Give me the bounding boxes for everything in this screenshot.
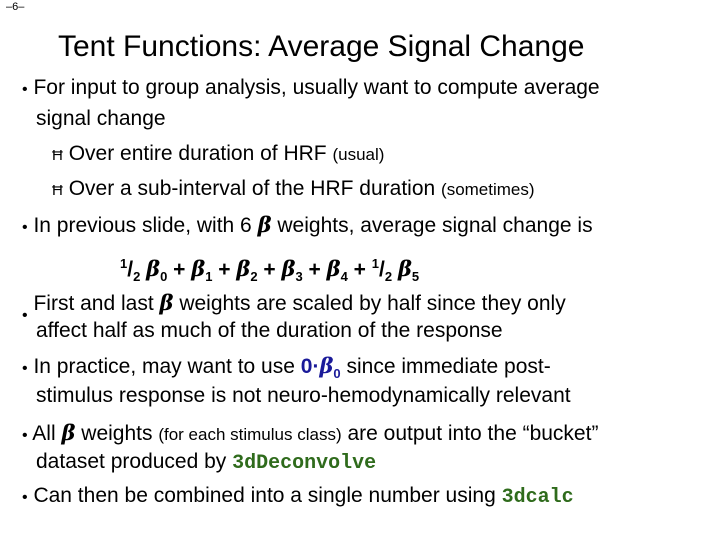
sub-bullet-text: Over entire duration of HRF — [68, 142, 327, 165]
bullet-4-line-2: stimulus response is not neuro-hemodynamically relevant — [36, 384, 571, 407]
frac-slash: / — [127, 258, 134, 281]
frac-num: 1 — [120, 256, 128, 271]
average-formula — [120, 256, 419, 284]
bullet-2 — [22, 212, 593, 238]
bullet-text: weights, average signal change is — [277, 214, 593, 237]
bullet-text: First and last — [33, 292, 154, 315]
bullet-6 — [22, 484, 574, 509]
beta-index: 0 — [333, 366, 341, 382]
sub-bullet-1 — [52, 142, 384, 166]
beta-symbol: β — [236, 256, 251, 281]
beta-symbol: β — [159, 290, 174, 315]
bullet-text: since immediate post- — [346, 355, 551, 378]
code-3dcalc: 3dcalc — [501, 486, 574, 509]
bullet-note: (for each stimulus class) — [158, 425, 342, 444]
bullet-text: In practice, may want to use — [33, 355, 295, 378]
bullet-3 — [22, 290, 566, 324]
bullet-1 — [22, 76, 600, 100]
bullet-text: In previous slide, with 6 — [33, 214, 252, 237]
sub-bullet-note: (sometimes) — [441, 180, 535, 199]
frac-slash: / — [379, 258, 385, 281]
beta-index: 1 — [205, 269, 213, 285]
frac-den: 2 — [133, 269, 141, 285]
plus-sign: + — [167, 258, 192, 281]
sub-bullet-text: Over a sub-interval of the HRF duration — [68, 177, 436, 200]
zero-times: 0· — [300, 355, 320, 378]
beta-symbol: β — [397, 256, 412, 281]
page-number: –6– — [6, 1, 25, 13]
bullet-5-line-2 — [36, 450, 376, 475]
beta-index: 0 — [160, 269, 168, 285]
beta-symbol: β — [61, 420, 76, 445]
beta-symbol: β — [191, 256, 206, 281]
bullet-text: weights are scaled by half since they only — [179, 292, 566, 315]
bullet-3-line-2: affect half as much of the duration of the response — [36, 319, 503, 342]
slide-title: Tent Functions: Average Signal Change — [58, 30, 585, 63]
bullet-5 — [22, 420, 598, 446]
bullet-text: are output into the “bucket” — [347, 422, 599, 445]
beta-symbol: β — [257, 212, 272, 237]
bullet-text: dataset produced by — [36, 450, 227, 473]
beta-index: 3 — [295, 269, 303, 285]
beta-index: 2 — [250, 269, 258, 285]
bullet-1-line-2: signal change — [36, 107, 166, 130]
plus-sign: + — [257, 258, 282, 281]
beta-symbol: β — [326, 256, 341, 281]
sub-bullet-note: (usual) — [332, 145, 385, 164]
bullet-text: weights — [81, 422, 153, 445]
plus-sign: + — [302, 258, 327, 281]
beta-symbol: β — [281, 256, 296, 281]
sub-bullet-icon: Ħ — [52, 182, 63, 199]
bullet-icon: • — [22, 81, 28, 98]
bullet-4 — [22, 353, 551, 381]
bullet-text: All — [32, 422, 56, 445]
plus-sign: + — [212, 258, 237, 281]
code-3dDeconvolve: 3dDeconvolve — [232, 452, 377, 475]
frac-den: 2 — [384, 269, 393, 285]
bullet-text: For input to group analysis, usually want to compute average — [33, 76, 600, 99]
beta-index: 4 — [340, 269, 348, 285]
plus-sign: + — [347, 258, 372, 281]
beta-index: 5 — [411, 269, 420, 285]
beta-symbol: β — [319, 353, 334, 378]
bullet-icon: • — [22, 489, 28, 506]
sub-bullet-2 — [52, 177, 535, 201]
bullet-icon: • — [22, 219, 28, 236]
bullet-icon: • — [22, 427, 28, 444]
bullet-icon: • — [22, 307, 28, 324]
frac-num: 1 — [371, 256, 380, 271]
bullet-text: Can then be combined into a single number using — [33, 484, 496, 507]
beta-symbol: β — [146, 256, 161, 281]
sub-bullet-icon: Ħ — [52, 147, 63, 164]
bullet-icon: • — [22, 360, 28, 377]
